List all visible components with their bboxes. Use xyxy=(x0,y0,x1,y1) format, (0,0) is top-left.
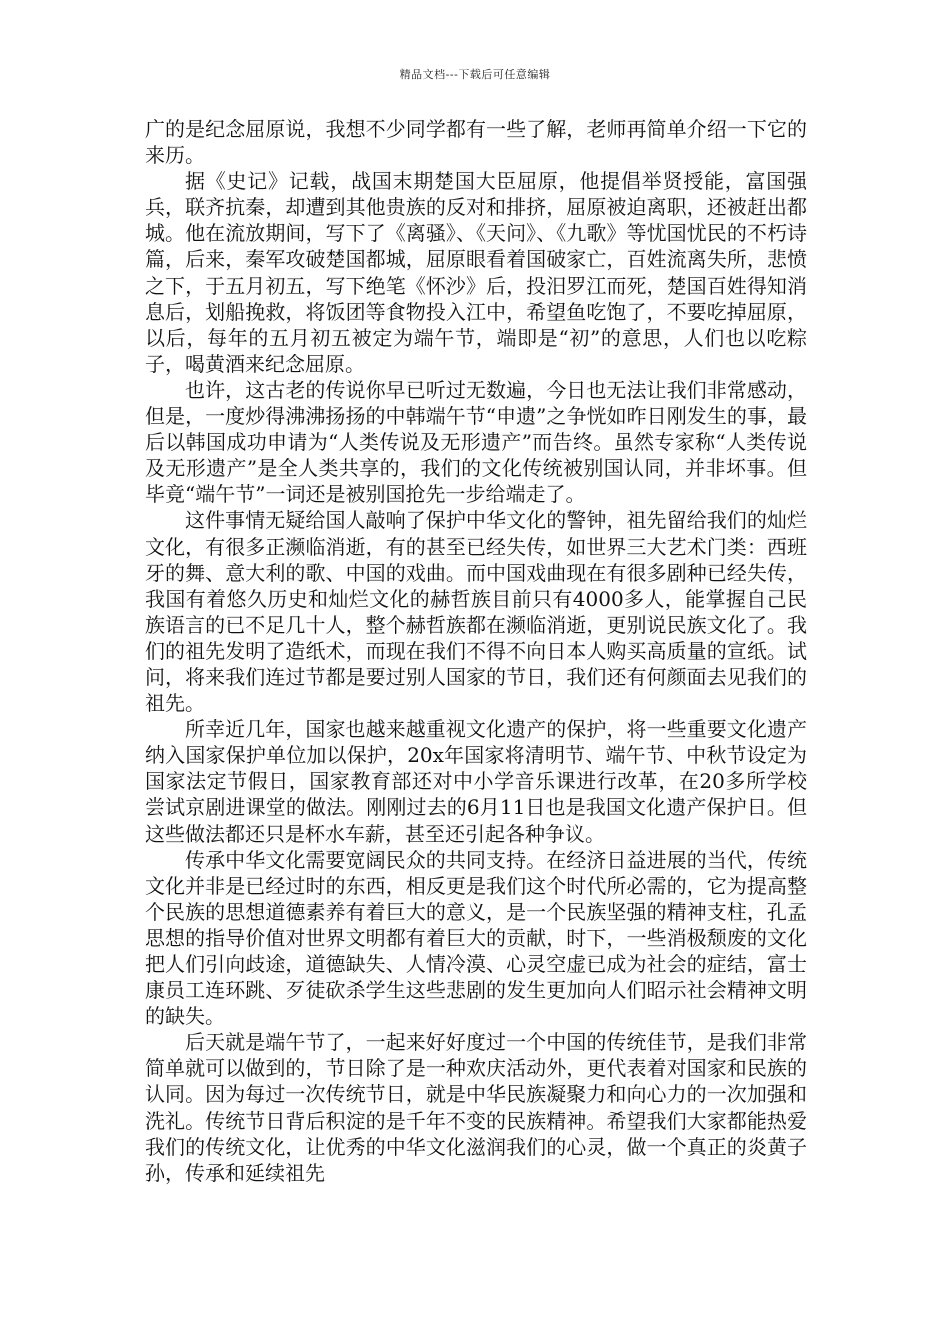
paragraph-4: 这件事情无疑给国人敲响了保护中华文化的警钟，祖先留给我们的灿烂文化，有很多正濒临消逝，有的甚至已经失传，如世界三大艺术门类：西班牙的舞、意大利的歌、中国的戏曲。而中国戏曲现在有很多剧种已经失传，我国有着悠久历史和灿烂文化的赫哲族目前只有4000多人，能掌握自己民族语言的已不足几十人，整个赫哲族都在濒临消逝，更别说民族文化了。我们的祖先发明了造纸术，而现在我们不得不向日本人购买高质量的宣纸。试问，将来我们连过节都是要过别人国家的节日，我们还有何颜面去见我们的祖先。 xyxy=(145,508,807,716)
paragraph-2: 据《史记》记载，战国末期楚国大臣屈原，他提倡举贤授能，富国强兵，联齐抗秦，却遭到其他贵族的反对和排挤，屈原被迫离职，还被赶出都城。他在流放期间，写下了《离骚》、《天问》、《九歌》等忧国忧民的不朽诗篇，后来，秦军攻破楚国都城，屈原眼看着国破家亡，百姓流离失所，悲愤之下，于五月初五，写下绝笔《怀沙》后，投汨罗江而死，楚国百姓得知消息后，划船挽救，将饭团等食物投入江中，希望鱼吃饱了，不要吃掉屈原，以后，每年的五月初五被定为端午节，端即是“初”的意思，人们也以吃粽子，喝黄酒来纪念屈原。 xyxy=(145,169,807,376)
paragraph-1: 广的是纪念屈原说，我想不少同学都有一些了解，老师再简单介绍一下它的来历。 xyxy=(145,117,807,168)
page-header: 精品文档---下载后可任意编辑 xyxy=(399,68,551,81)
paragraph-3: 也许，这古老的传说你早已听过无数遍，今日也无法让我们非常感动，但是，一度炒得沸沸扬扬的中韩端午节“申遗”之争恍如昨日刚发生的事，最后以韩国成功申请为“人类传说及无形遗产”而告终。虽然专家称“人类传说及无形遗产”是全人类共享的，我们的文化传统被别国认同，并非坏事。但毕竟“端午节”一词还是被别国抢先一步给端走了。 xyxy=(145,377,807,507)
document-body xyxy=(145,116,807,1186)
paragraph-7: 后天就是端午节了，一起来好好度过一个中国的传统佳节，是我们非常简单就可以做到的，节日除了是一种欢庆活动外，更代表着对国家和民族的认同。因为每过一次传统节日，就是中华民族凝聚力和向心力的一次加强和洗礼。传统节日背后积淀的是千年不变的民族精神。希望我们大家都能热爱我们的传统文化，让优秀的中华文化滋润我们的心灵，做一个真正的炎黄子孙，传承和延续祖先 xyxy=(145,1030,807,1185)
paragraph-6: 传承中华文化需要宽阔民众的共同支持。在经济日益进展的当代，传统文化并非是已经过时的东西，相反更是我们这个时代所必需的，它为提高整个民族的思想道德素养有着巨大的意义，是一个民族坚强的精神支柱，孔孟思想的指导价值对世界文明都有着巨大的贡献，时下，一些消极颓废的文化把人们引向歧途，道德缺失、人情冷漠、心灵空虚已成为社会的症结，富士康员工连环跳、歹徒砍杀学生这些悲剧的发生更加向人们昭示社会精神文明的缺失。 xyxy=(145,847,807,1029)
paragraph-5: 所幸近几年，国家也越来越重视文化遗产的保护，将一些重要文化遗产纳入国家保护单位加以保护，20x年国家将清明节、端午节、中秋节设定为国家法定节假日，国家教育部还对中小学音乐课进行改革，在20多所学校尝试京剧进课堂的做法。刚刚过去的6月11日也是我国文化遗产保护日。但这些做法都还只是杯水车薪，甚至还引起各种争议。 xyxy=(145,717,807,846)
